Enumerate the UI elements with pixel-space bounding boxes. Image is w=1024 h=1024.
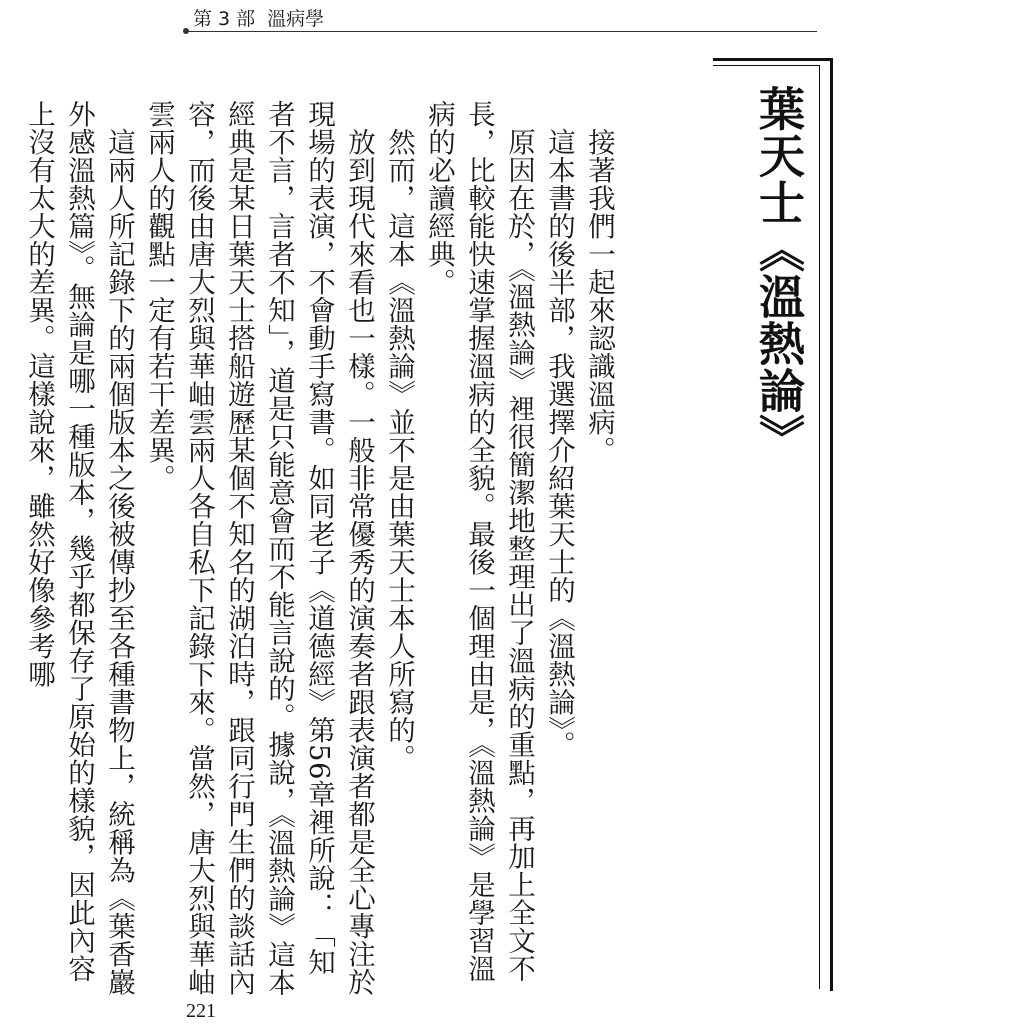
paragraph: 原因在於，《溫熱論》裡很簡潔地整理出了溫病的重點，再加上全文不長，比較能快速掌握溫病的全貌。最後一個理由是，《溫熱論》是學習溫病的必讀經典。	[423, 100, 535, 983]
section-label: 溫病學	[267, 7, 325, 30]
part-label: 第 3 部	[193, 7, 256, 30]
chapter-title: 葉天士《溫熱論》	[752, 85, 806, 461]
paragraph: 這本書的後半部，我選擇介紹葉天士的《溫熱論》。	[543, 127, 575, 758]
paragraph: 放到現代來看也一樣。一般非常優秀的演奏者跟表演者都是全心專注於現場的表演，不會動手寫書。如同老子《道德經》第56章裡所說：「知者不言，言者不知」，道是只能意會而不能言說的。據說，《溫熱論》這本經典是某日葉天士搭船遊歷某個不知名的湖泊時，跟同行門生們的談話內容，而後由唐大烈與華岫雲兩人各自私下記錄下來。當然，唐大烈與華岫雲兩人的觀點一定有若干差異。	[143, 100, 375, 997]
paragraph: 然而，這本《溫熱論》並不是由葉天士本人所寫的。	[383, 127, 415, 772]
paragraph: 接著我們一起來認識溫病。	[583, 127, 615, 464]
header-rule	[187, 31, 817, 32]
body-text	[19, 100, 619, 1000]
page-number: 221	[186, 1000, 216, 1022]
paragraph: 這兩人所記錄下的兩個版本之後被傳抄至各種書物上，統稱為《葉香巖外感溫熱篇》。無論是哪一種版本，幾乎都保存了原始的樣貌，因此內容上沒有太大的差異。這樣說來，雖然好像參考哪	[23, 100, 135, 996]
running-head	[193, 4, 324, 30]
